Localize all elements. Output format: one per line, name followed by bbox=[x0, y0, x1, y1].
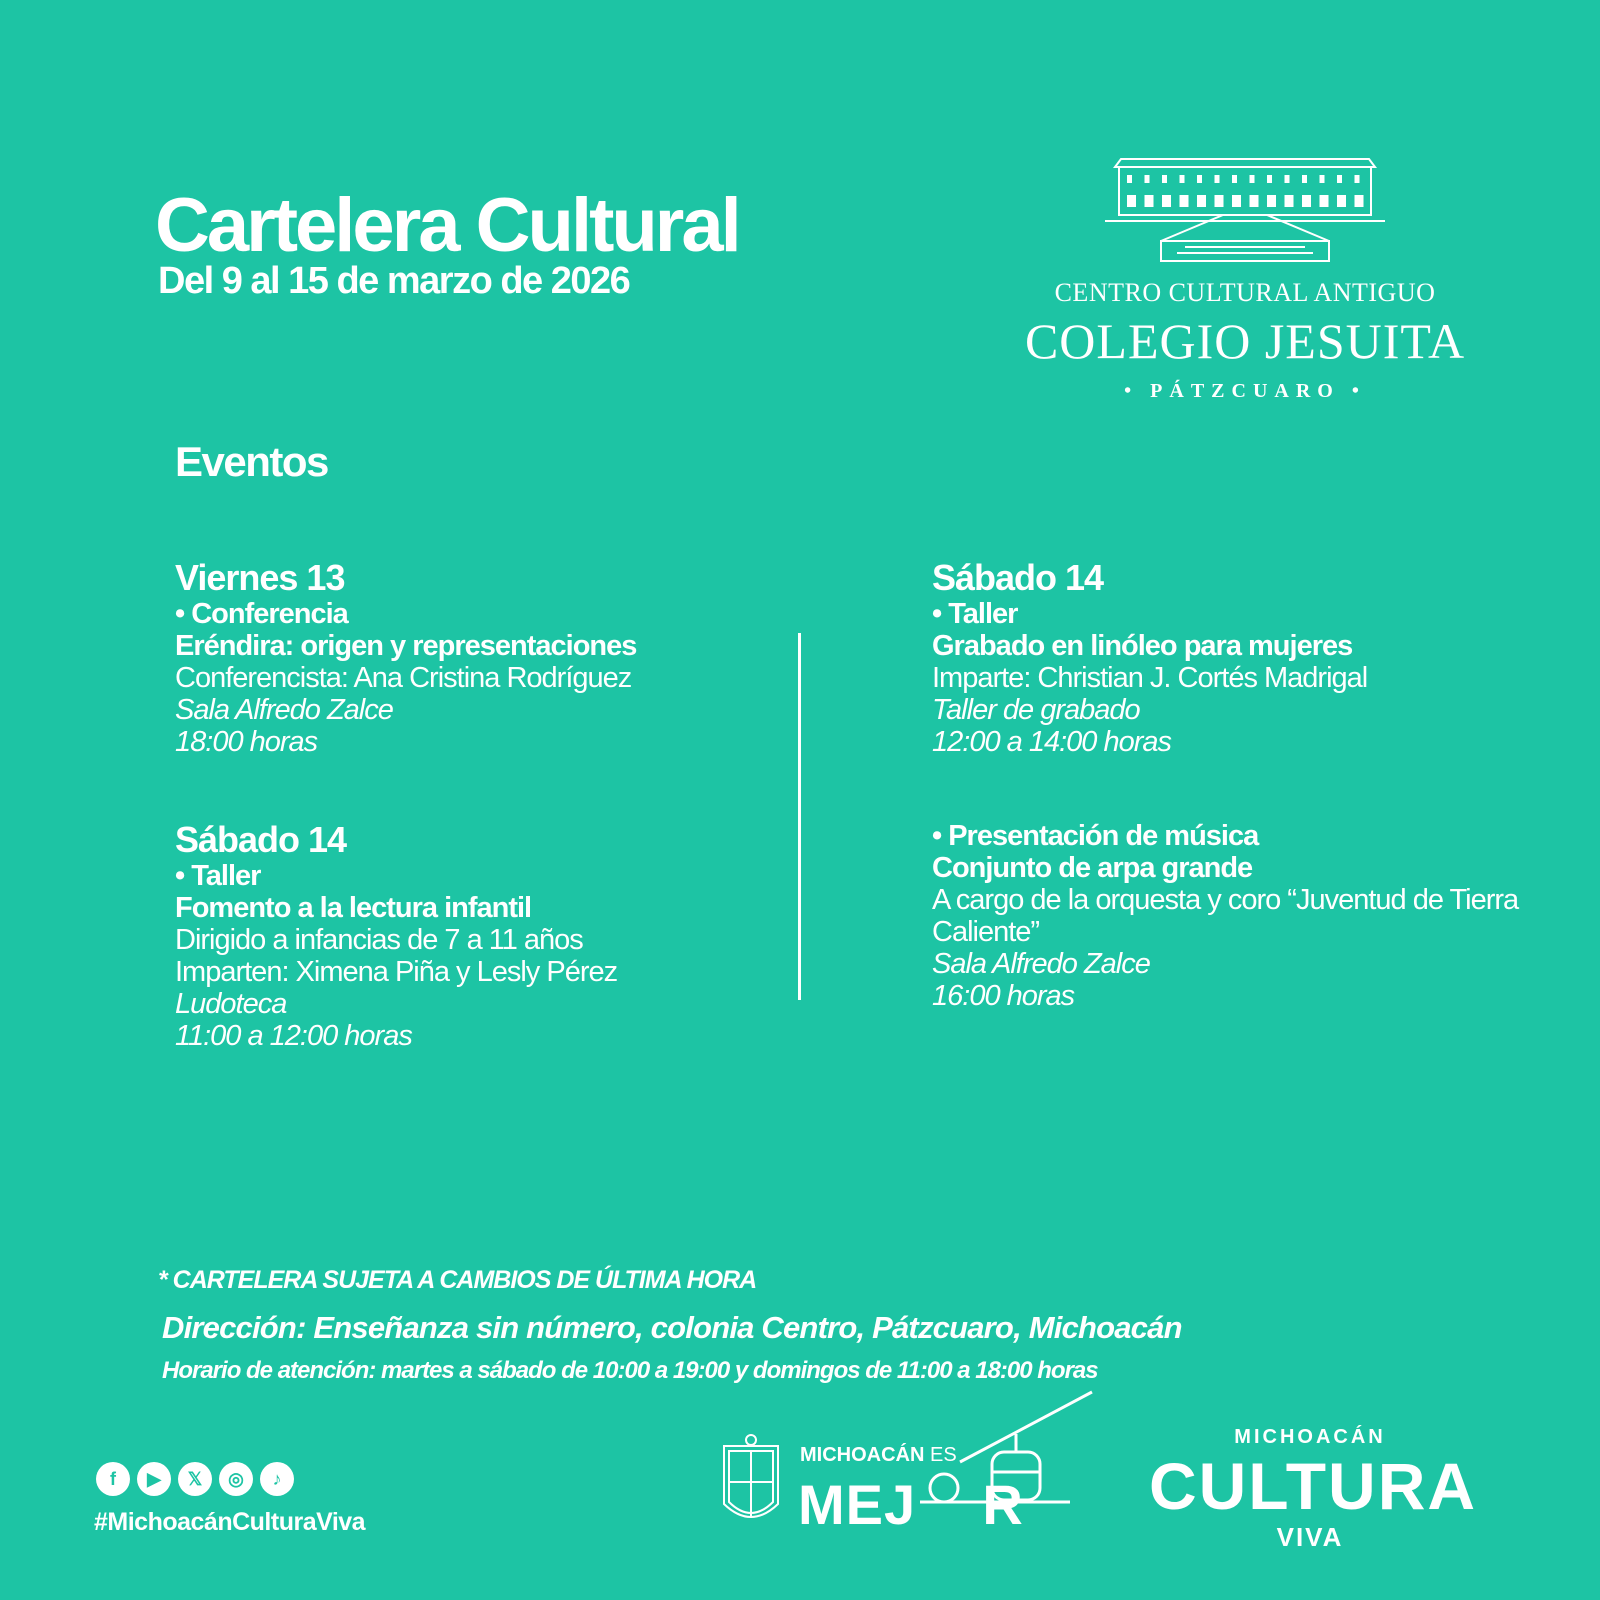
event-name: Grabado en linóleo para mujeres bbox=[932, 630, 1353, 662]
youtube-icon[interactable]: ▶ bbox=[137, 1462, 171, 1496]
schedule-notice: * CARTELERA SUJETA A CAMBIOS DE ÚLTIMA HORA bbox=[158, 1266, 757, 1294]
building-window bbox=[1355, 195, 1364, 207]
events-column-right bbox=[932, 558, 1552, 1074]
event-place: Taller de grabado bbox=[932, 694, 1140, 726]
events-column-left bbox=[175, 558, 795, 1114]
building-window bbox=[1320, 195, 1329, 207]
building-window bbox=[1127, 195, 1136, 207]
section-title: Eventos bbox=[175, 438, 328, 485]
institution-name-line2: COLEGIO JESUITA bbox=[1024, 313, 1466, 369]
michoacan-word: MICHOACÁN bbox=[800, 1444, 925, 1466]
cable-car-icon bbox=[900, 1390, 1110, 1530]
mejor-logo-text: MEJ R bbox=[798, 1473, 1024, 1536]
date-range: Del 9 al 15 de marzo de 2026 bbox=[158, 260, 630, 302]
event-place: Sala Alfredo Zalce bbox=[932, 948, 1150, 980]
building-window bbox=[1320, 175, 1325, 183]
building-window bbox=[1267, 175, 1272, 183]
event-day: Sábado 14 bbox=[932, 557, 1104, 598]
building-window bbox=[1267, 195, 1276, 207]
building-window bbox=[1232, 175, 1237, 183]
event-detail: Conferencista: Ana Cristina Rodríguez bbox=[175, 662, 632, 694]
event-name: Fomento a la lectura infantil bbox=[175, 892, 532, 924]
building-window bbox=[1162, 195, 1171, 207]
event-detail: A cargo de la orquesta y coro “Juventud de Tierra Caliente” bbox=[932, 884, 1519, 948]
building-window bbox=[1355, 175, 1360, 183]
event-day: Viernes 13 bbox=[175, 557, 345, 598]
event-item bbox=[175, 820, 795, 1052]
event-type: • Taller bbox=[175, 860, 261, 892]
building-window bbox=[1285, 175, 1290, 183]
building-window bbox=[1180, 195, 1189, 207]
michoacan-label: MICHOACÁN bbox=[1234, 1426, 1386, 1448]
building-window bbox=[1145, 195, 1154, 207]
social-icons bbox=[96, 1462, 294, 1496]
building-window bbox=[1162, 175, 1167, 183]
event-detail: Dirigido a infancias de 7 a 11 años bbox=[175, 924, 583, 956]
building-window bbox=[1180, 175, 1185, 183]
page-title: Cartelera Cultural bbox=[155, 183, 739, 268]
institution-name-line1: CENTRO CULTURAL ANTIGUO bbox=[1054, 278, 1436, 307]
event-type: • Taller bbox=[932, 598, 1018, 630]
building-icon bbox=[1105, 157, 1385, 262]
tiktok-icon[interactable]: ♪ bbox=[260, 1462, 294, 1496]
event-detail: Imparte: Christian J. Cortés Madrigal bbox=[932, 662, 1368, 694]
facebook-icon[interactable]: f bbox=[96, 1462, 130, 1496]
es-word: ES bbox=[930, 1444, 957, 1466]
building-window bbox=[1145, 175, 1150, 183]
building-window bbox=[1302, 175, 1307, 183]
event-place: Sala Alfredo Zalce bbox=[175, 694, 393, 726]
building-window bbox=[1250, 195, 1259, 207]
event-type: • Conferencia bbox=[175, 598, 348, 630]
event-time: 11:00 a 12:00 horas bbox=[175, 1020, 412, 1052]
address: Dirección: Enseñanza sin número, colonia Centro, Pátzcuaro, Michoacán bbox=[162, 1310, 1182, 1345]
state-seal-icon bbox=[720, 1432, 782, 1532]
building-window bbox=[1127, 175, 1132, 183]
building-window bbox=[1232, 195, 1241, 207]
building-window bbox=[1285, 195, 1294, 207]
event-place: Ludoteca bbox=[175, 988, 287, 1020]
event-day: Sábado 14 bbox=[175, 819, 347, 860]
event-name: Conjunto de arpa grande bbox=[932, 852, 1253, 884]
event-name: Eréndira: origen y representaciones bbox=[175, 630, 637, 662]
event-item bbox=[932, 820, 1552, 1012]
event-type: • Presentación de música bbox=[932, 820, 1259, 852]
building-window bbox=[1197, 175, 1202, 183]
opening-hours: Horario de atención: martes a sábado de 10:00 a 19:00 y domingos de 11:00 a 18:00 horas bbox=[162, 1357, 1098, 1384]
event-time: 16:00 horas bbox=[932, 980, 1075, 1012]
building-window bbox=[1215, 175, 1220, 183]
building-window bbox=[1250, 175, 1255, 183]
event-detail: Imparten: Ximena Piña y Lesly Pérez bbox=[175, 956, 618, 988]
building-window bbox=[1337, 175, 1342, 183]
event-time: 18:00 horas bbox=[175, 726, 318, 758]
cultura-logo-text: CULTURA bbox=[1148, 1449, 1478, 1523]
event-item bbox=[175, 558, 795, 758]
column-divider bbox=[798, 633, 801, 1000]
building-window bbox=[1215, 195, 1224, 207]
event-item bbox=[932, 558, 1552, 758]
event-time: 12:00 a 14:00 horas bbox=[932, 726, 1171, 758]
building-window bbox=[1337, 195, 1346, 207]
building-window bbox=[1197, 195, 1206, 207]
instagram-icon[interactable]: ◎ bbox=[219, 1462, 253, 1496]
x-icon[interactable]: 𝕏 bbox=[178, 1462, 212, 1496]
institution-location: • PÁTZCUARO • bbox=[1124, 380, 1366, 402]
building-window bbox=[1302, 195, 1311, 207]
hashtag: #MichoacánCulturaViva bbox=[94, 1508, 366, 1536]
viva-label: VIVA bbox=[1276, 1522, 1344, 1552]
